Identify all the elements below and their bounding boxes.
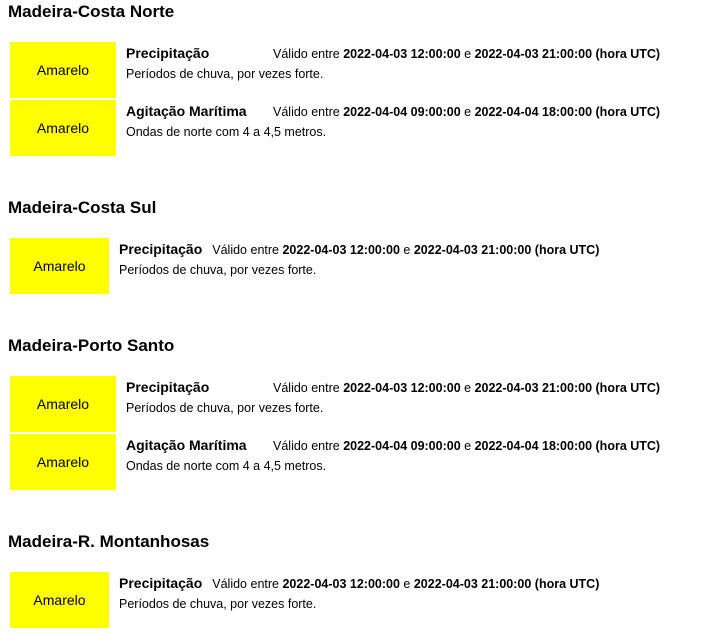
warning-level-badge: Amarelo	[10, 238, 109, 294]
warning-info	[116, 434, 660, 473]
warning-level-badge: Amarelo	[10, 572, 109, 628]
region-title: Madeira-Porto Santo	[8, 336, 175, 355]
warning-level-badge: Amarelo	[10, 434, 116, 490]
warning-level-badge: Amarelo	[10, 42, 116, 98]
warning-card	[10, 238, 599, 294]
warning-type: Agitação Marítima	[126, 103, 247, 119]
warning-card	[10, 572, 599, 628]
warning-description: Ondas de norte com 4 a 4,5 metros.	[126, 459, 327, 473]
warning-card	[10, 42, 660, 98]
warning-description: Períodos de chuva, por vezes forte.	[119, 597, 317, 611]
warning-type: Precipitação	[119, 575, 203, 591]
region-title: Madeira-Costa Norte	[8, 2, 175, 21]
warning-validity: Válido entre 2022-04-04 09:00:00 e 2022-04-04 18:00:00 (hora UTC)	[273, 105, 661, 119]
warning-type: Precipitação	[119, 241, 203, 257]
warning-info	[116, 42, 660, 81]
region-title: Madeira-R. Montanhosas	[8, 532, 210, 551]
warning-type: Precipitação	[126, 45, 210, 61]
warning-card	[10, 376, 660, 432]
warning-description: Períodos de chuva, por vezes forte.	[126, 67, 324, 81]
warning-validity: Válido entre 2022-04-03 12:00:00 e 2022-04-03 21:00:00 (hora UTC)	[212, 243, 600, 257]
warning-description: Períodos de chuva, por vezes forte.	[126, 401, 324, 415]
warning-info	[109, 572, 599, 611]
warning-description: Ondas de norte com 4 a 4,5 metros.	[126, 125, 327, 139]
warning-level-badge: Amarelo	[10, 376, 116, 432]
warning-type: Precipitação	[126, 379, 210, 395]
warning-type: Agitação Marítima	[126, 437, 247, 453]
warning-validity: Válido entre 2022-04-04 09:00:00 e 2022-04-04 18:00:00 (hora UTC)	[273, 439, 661, 453]
warning-info	[116, 100, 660, 139]
warning-card	[10, 434, 660, 490]
region-title: Madeira-Costa Sul	[8, 198, 157, 217]
warning-validity: Válido entre 2022-04-03 12:00:00 e 2022-04-03 21:00:00 (hora UTC)	[212, 577, 600, 591]
warning-info	[109, 238, 599, 277]
warning-validity: Válido entre 2022-04-03 12:00:00 e 2022-04-03 21:00:00 (hora UTC)	[273, 381, 661, 395]
warning-card	[10, 100, 660, 156]
warning-info	[116, 376, 660, 415]
warning-description: Períodos de chuva, por vezes forte.	[119, 263, 317, 277]
warning-validity: Válido entre 2022-04-03 12:00:00 e 2022-04-03 21:00:00 (hora UTC)	[273, 47, 661, 61]
warning-level-badge: Amarelo	[10, 100, 116, 156]
